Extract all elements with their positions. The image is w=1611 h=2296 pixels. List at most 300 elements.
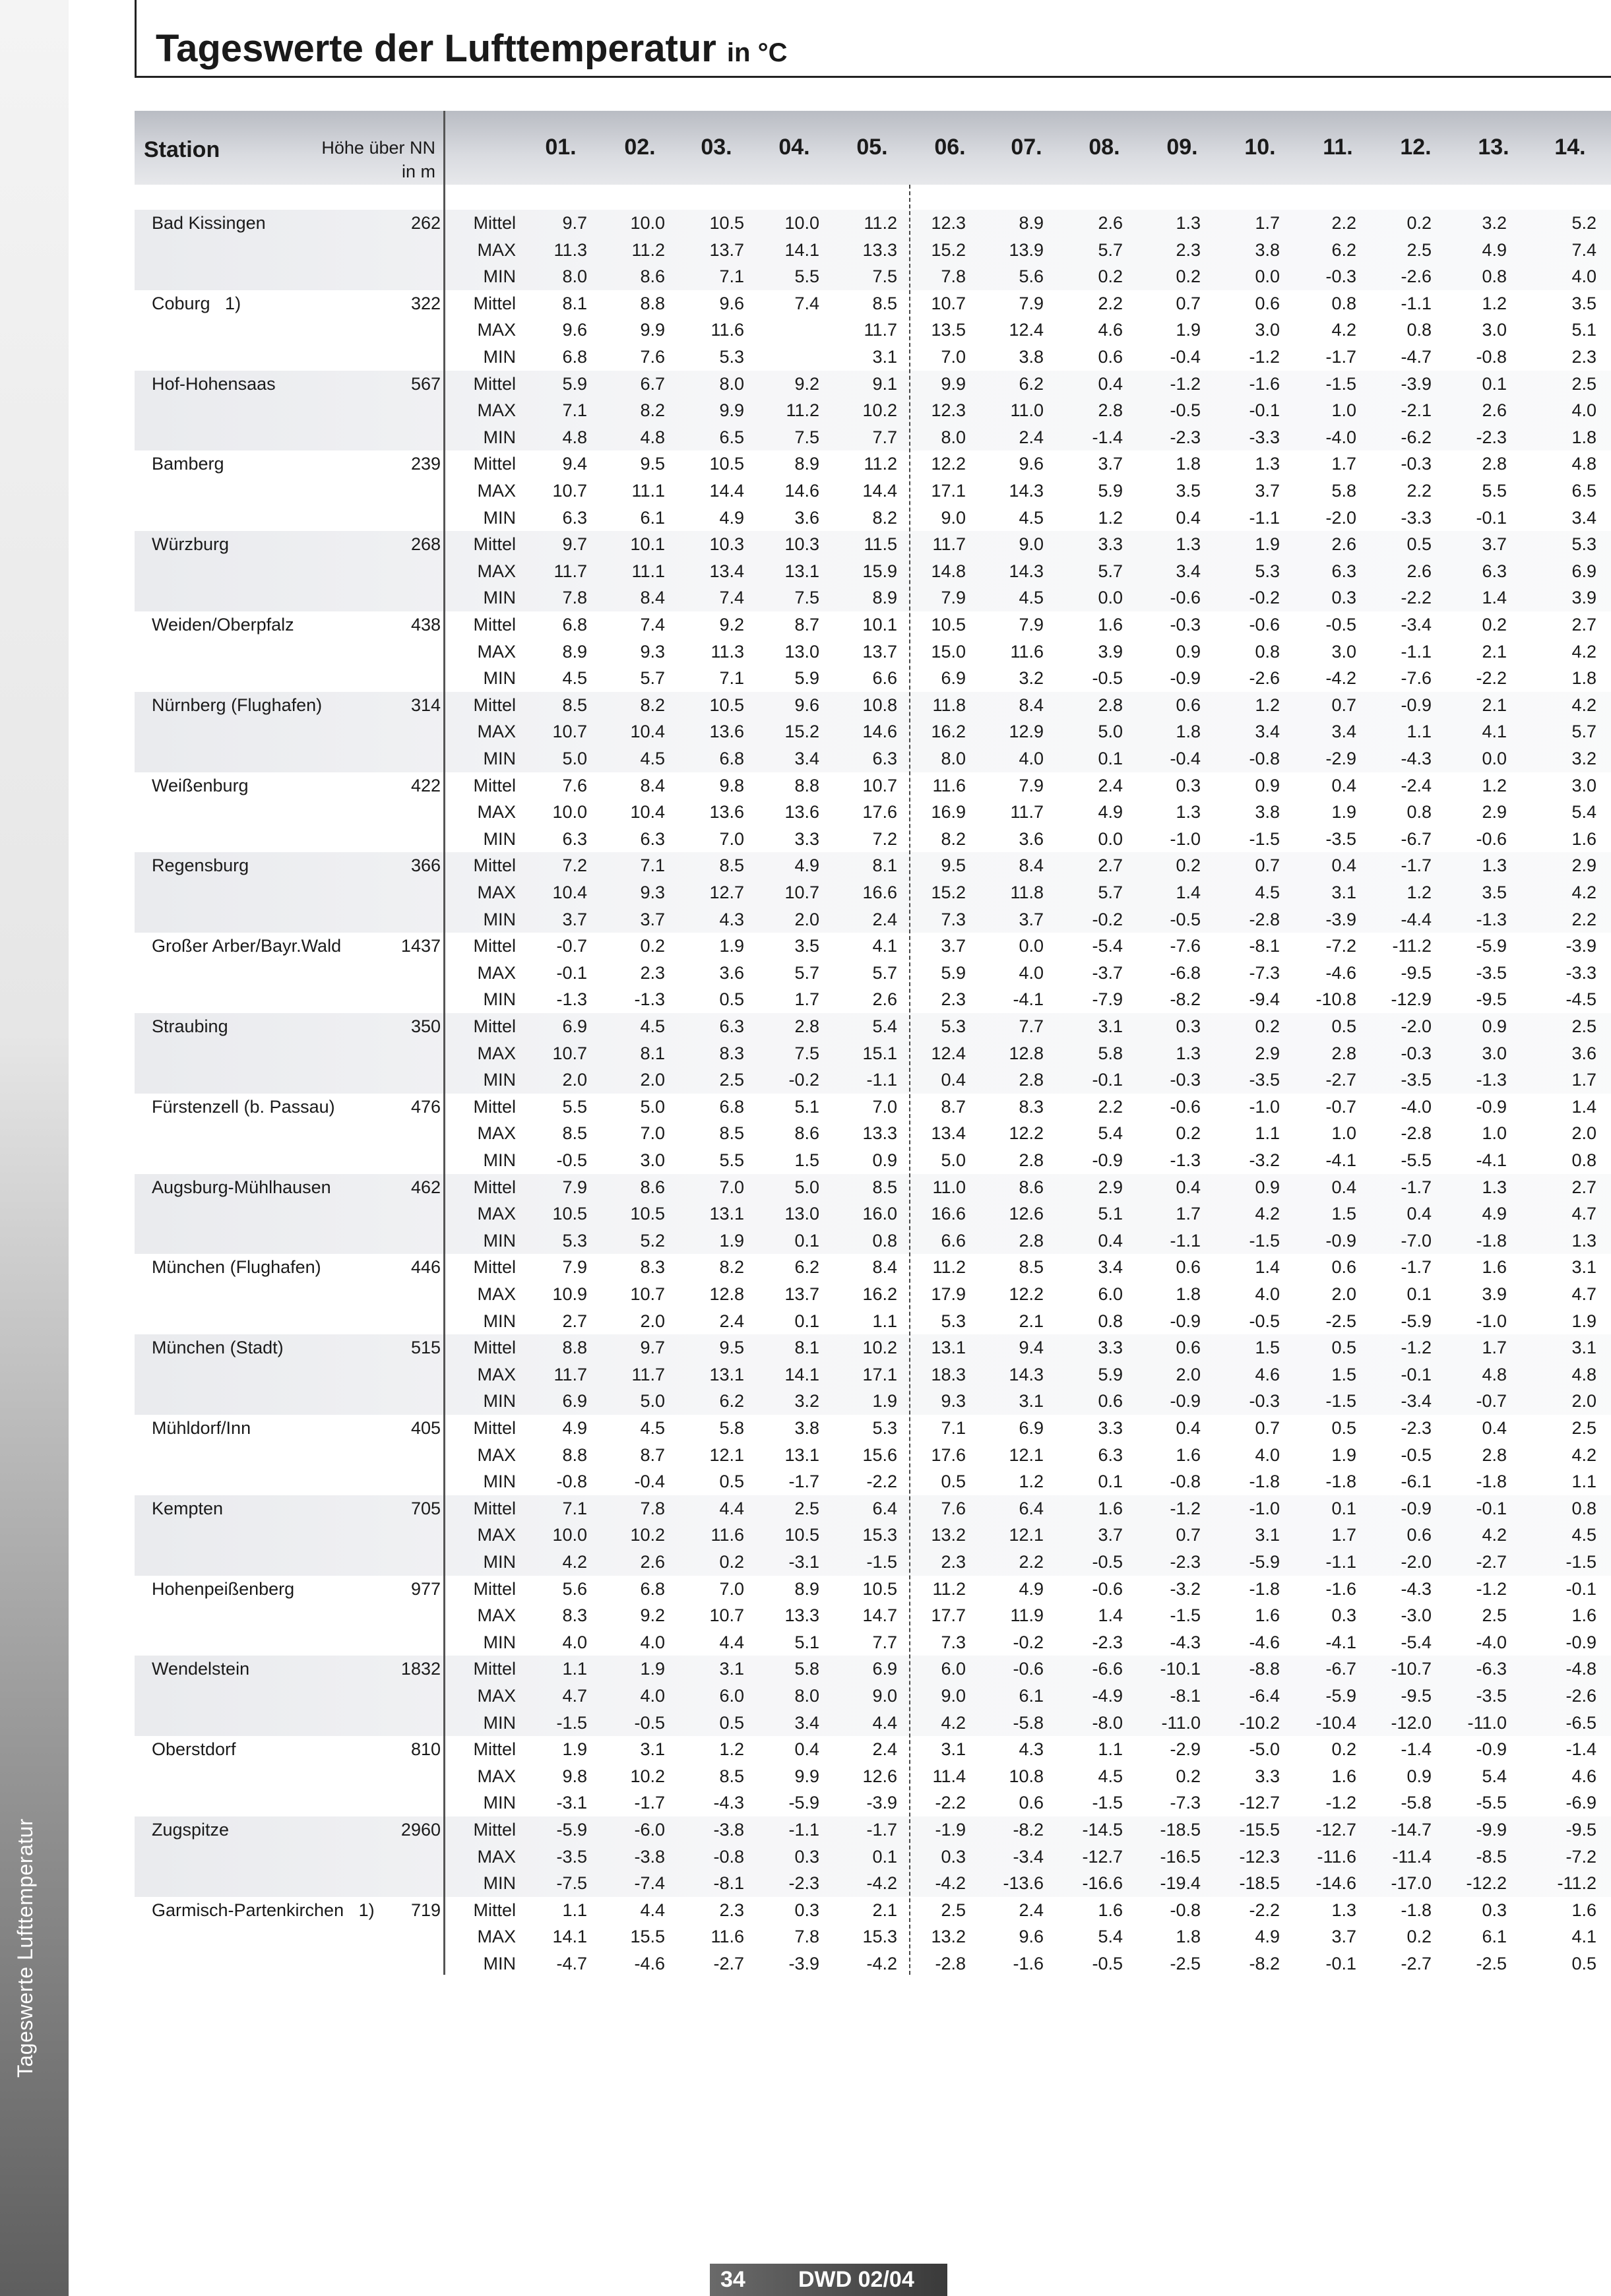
temperature-value: 9.6 <box>1019 1927 1044 1947</box>
station-name: Weiden/Oberpfalz <box>152 615 294 635</box>
temperature-value: 12.2 <box>931 454 966 474</box>
temperature-value: -2.0 <box>1401 1016 1432 1036</box>
temperature-value: -6.7 <box>1401 828 1432 849</box>
temperature-value: 5.3 <box>562 1230 587 1251</box>
temperature-value: 0.1 <box>1098 1472 1123 1492</box>
temperature-value: 0.2 <box>640 936 665 956</box>
temperature-value: 5.9 <box>562 373 587 394</box>
temperature-value: 3.8 <box>1019 347 1044 367</box>
temperature-value: 13.3 <box>862 239 897 260</box>
temperature-value: 0.4 <box>1176 1177 1201 1197</box>
temperature-value: -4.1 <box>1013 989 1044 1010</box>
temperature-value: -0.6 <box>1476 828 1507 849</box>
temperature-value: 9.8 <box>719 775 744 795</box>
temperature-value: 1.0 <box>1331 1123 1356 1144</box>
day-header: 13. <box>1478 135 1509 160</box>
temperature-value: -2.5 <box>1170 1954 1201 1973</box>
temperature-value: 4.2 <box>1571 1444 1596 1465</box>
day-header: 12. <box>1400 135 1432 160</box>
station-name: Würzburg <box>152 534 230 555</box>
temperature-value: 3.0 <box>1571 775 1596 795</box>
temperature-value: 8.2 <box>719 1257 744 1278</box>
temperature-value: 3.5 <box>1482 883 1507 902</box>
temperature-value: 15.2 <box>931 239 966 260</box>
station-name: Großer Arber/Bayr.Wald <box>152 936 342 956</box>
temperature-value: 8.8 <box>640 293 665 313</box>
temperature-value: 3.8 <box>1255 802 1280 822</box>
temperature-value: 4.6 <box>1571 1766 1596 1786</box>
temperature-value: 5.2 <box>640 1230 665 1251</box>
temperature-value: 13.3 <box>862 1123 897 1144</box>
temperature-value: 13.5 <box>931 320 966 340</box>
temperature-value: 4.1 <box>1482 722 1507 742</box>
temperature-value: -2.5 <box>1325 1311 1356 1331</box>
station-height: 239 <box>410 454 441 474</box>
temperature-value: 0.7 <box>1176 1525 1201 1545</box>
temperature-value: 2.8 <box>1098 400 1123 421</box>
temperature-value: 3.4 <box>794 1712 819 1733</box>
temperature-value: -1.2 <box>1325 1793 1356 1813</box>
temperature-value: 2.3 <box>941 1552 966 1572</box>
temperature-value: 4.9 <box>794 855 819 876</box>
temperature-value: 10.7 <box>552 481 587 501</box>
temperature-value: 2.9 <box>1098 1177 1123 1197</box>
temperature-value: 2.4 <box>1098 775 1123 795</box>
temperature-value: 15.5 <box>630 1927 665 1947</box>
station-name: Oberstdorf <box>152 1739 236 1760</box>
temperature-value: 13.4 <box>931 1123 966 1144</box>
temperature-value: 6.9 <box>1019 1418 1044 1438</box>
temperature-value: -14.5 <box>1082 1820 1123 1840</box>
temperature-value: -2.6 <box>1249 668 1280 689</box>
temperature-value: 8.4 <box>1019 855 1044 876</box>
temperature-value: 13.1 <box>931 1338 966 1358</box>
temperature-value: 10.0 <box>552 1525 587 1545</box>
temperature-value: 5.8 <box>1098 1043 1123 1063</box>
temperature-value: 0.3 <box>1482 1900 1507 1920</box>
temperature-value: -4.4 <box>1401 909 1432 929</box>
temperature-value: 1.2 <box>1482 293 1507 313</box>
temperature-value: 8.5 <box>719 855 744 876</box>
temperature-value: 12.2 <box>1009 1284 1044 1304</box>
row-type-label: MIN <box>483 1150 516 1170</box>
temperature-value: -3.5 <box>1325 828 1356 849</box>
temperature-value: 11.2 <box>932 1257 966 1278</box>
temperature-value: 14.3 <box>1009 481 1044 501</box>
temperature-value: -0.3 <box>1401 1043 1432 1063</box>
temperature-value: 4.5 <box>562 668 587 689</box>
temperature-value: -0.8 <box>713 1846 744 1867</box>
temperature-value: -2.6 <box>1565 1686 1596 1706</box>
temperature-value: -4.1 <box>1476 1150 1507 1170</box>
temperature-value: 9.6 <box>794 695 819 715</box>
temperature-value: -8.5 <box>1476 1846 1507 1867</box>
row-type-label: Mittel <box>473 1096 516 1117</box>
temperature-value: 11.2 <box>864 213 897 233</box>
temperature-value: 4.1 <box>1571 1927 1596 1947</box>
temperature-value: 5.0 <box>640 1096 665 1117</box>
temperature-value: 3.0 <box>640 1150 665 1170</box>
temperature-value: 4.8 <box>562 427 587 447</box>
temperature-value: 7.9 <box>941 588 966 608</box>
temperature-value: 10.2 <box>630 1525 665 1545</box>
temperature-value: 4.9 <box>1255 1927 1280 1947</box>
temperature-value: 10.3 <box>784 534 819 555</box>
day-header: 06. <box>934 135 966 160</box>
temperature-value: -2.2 <box>1249 1900 1280 1920</box>
temperature-value: 1.9 <box>872 1391 897 1412</box>
temperature-value: 4.9 <box>1098 802 1123 822</box>
station-name: Zugspitze <box>152 1820 230 1840</box>
temperature-value: 3.0 <box>1255 320 1280 340</box>
temperature-value: 0.4 <box>1406 1204 1432 1224</box>
temperature-value: -2.1 <box>1401 400 1432 421</box>
temperature-value: 4.1 <box>872 936 897 956</box>
temperature-value: 4.5 <box>640 1016 665 1036</box>
temperature-value: 2.2 <box>1571 909 1596 929</box>
temperature-value: 0.2 <box>1176 855 1201 876</box>
temperature-value: -0.3 <box>1170 615 1201 635</box>
temperature-value: -8.1 <box>713 1873 744 1894</box>
temperature-value: 13.7 <box>784 1284 819 1304</box>
temperature-value: 9.0 <box>941 507 966 528</box>
temperature-value: -4.3 <box>1401 1578 1432 1599</box>
temperature-value: 4.5 <box>640 1418 665 1438</box>
temperature-value: 11.2 <box>631 239 665 260</box>
temperature-value: 5.1 <box>1571 320 1596 340</box>
temperature-value: 1.3 <box>1482 855 1507 876</box>
temperature-value: 11.2 <box>932 1578 966 1599</box>
temperature-value: -4.3 <box>713 1793 744 1813</box>
temperature-value: -12.2 <box>1466 1873 1507 1894</box>
temperature-value: 2.0 <box>1331 1284 1356 1304</box>
row-type-label: MIN <box>483 427 516 447</box>
temperature-value: -0.8 <box>556 1472 587 1492</box>
temperature-value: -0.6 <box>1170 1096 1201 1117</box>
temperature-value: 2.5 <box>719 1070 744 1090</box>
temperature-value: 5.6 <box>562 1578 587 1599</box>
temperature-value: 9.2 <box>640 1605 665 1626</box>
temperature-value: 2.8 <box>1019 1150 1044 1170</box>
temperature-value: 6.3 <box>640 828 665 849</box>
temperature-value: -0.2 <box>788 1070 819 1090</box>
temperature-value: -1.5 <box>1249 1230 1280 1251</box>
temperature-value: 2.8 <box>1331 1043 1356 1063</box>
temperature-value: 5.0 <box>1098 722 1123 742</box>
temperature-value: 11.8 <box>932 695 966 715</box>
temperature-value: -4.1 <box>1325 1632 1356 1652</box>
temperature-value: 2.7 <box>1571 1177 1596 1197</box>
temperature-value: 13.6 <box>709 722 744 742</box>
temperature-value: 0.1 <box>1482 373 1507 394</box>
temperature-value: 3.1 <box>941 1739 966 1760</box>
temperature-value: 2.2 <box>1019 1552 1044 1572</box>
temperature-value: -1.0 <box>1170 828 1201 849</box>
station-height: 719 <box>410 1900 441 1920</box>
temperature-value: -6.5 <box>1565 1712 1596 1733</box>
temperature-value: 6.4 <box>1019 1498 1044 1518</box>
temperature-value: 2.5 <box>1571 373 1596 394</box>
temperature-value: 3.9 <box>1098 641 1123 662</box>
temperature-value: 16.6 <box>931 1204 966 1224</box>
temperature-value: 2.6 <box>1482 400 1507 421</box>
temperature-value: -10.4 <box>1315 1712 1356 1733</box>
temperature-value: 0.5 <box>719 1712 744 1733</box>
temperature-value: 8.0 <box>941 427 966 447</box>
temperature-value: 8.1 <box>562 293 587 313</box>
temperature-value: 9.9 <box>640 320 665 340</box>
temperature-value: 2.8 <box>1482 1444 1507 1465</box>
temperature-value: -1.6 <box>1325 1578 1356 1599</box>
temperature-value: 9.3 <box>941 1391 966 1412</box>
temperature-value: -0.3 <box>1170 1070 1201 1090</box>
temperature-value: 8.5 <box>719 1766 744 1786</box>
temperature-value: 10.7 <box>862 775 897 795</box>
temperature-value: 2.7 <box>562 1311 587 1331</box>
temperature-value: 10.4 <box>630 722 665 742</box>
row-type-label: MIN <box>483 588 516 608</box>
temperature-value: 0.3 <box>1331 588 1356 608</box>
day-header: 02. <box>624 135 656 160</box>
temperature-value: 4.7 <box>562 1686 587 1706</box>
temperature-value: -8.1 <box>1170 1686 1201 1706</box>
temperature-value: -0.5 <box>1170 400 1201 421</box>
temperature-value: -8.1 <box>1249 936 1280 956</box>
temperature-value: -2.7 <box>713 1954 744 1973</box>
temperature-value: 4.9 <box>562 1418 587 1438</box>
temperature-value: -1.1 <box>1401 641 1432 662</box>
temperature-value: 5.3 <box>1255 561 1280 581</box>
temperature-value: -8.8 <box>1249 1659 1280 1679</box>
temperature-value: -1.0 <box>1249 1498 1280 1518</box>
temperature-value: 9.5 <box>941 855 966 876</box>
temperature-value: 9.3 <box>640 641 665 662</box>
temperature-value: 1.6 <box>1255 1605 1280 1626</box>
row-type-label: MAX <box>477 1444 516 1465</box>
temperature-value: 15.6 <box>862 1444 897 1465</box>
temperature-value: -7.3 <box>1249 962 1280 983</box>
temperature-value: 7.6 <box>941 1498 966 1518</box>
temperature-value: 6.9 <box>1571 561 1596 581</box>
temperature-value: 5.8 <box>1331 481 1356 501</box>
temperature-value: -14.6 <box>1315 1873 1356 1894</box>
temperature-value: 1.9 <box>1331 1444 1356 1465</box>
temperature-value: -2.8 <box>1401 1123 1432 1144</box>
temperature-value: 16.2 <box>931 722 966 742</box>
temperature-value: 7.9 <box>562 1257 587 1278</box>
temperature-value: 14.4 <box>709 481 744 501</box>
temperature-value: 1.8 <box>1571 427 1596 447</box>
temperature-value: 0.2 <box>1176 266 1201 287</box>
temperature-value: 0.2 <box>1331 1739 1356 1760</box>
station-column-header: Station <box>144 137 220 162</box>
temperature-value: 2.5 <box>1571 1418 1596 1438</box>
temperature-value: 1.3 <box>1176 802 1201 822</box>
temperature-value: 5.2 <box>1571 213 1596 233</box>
temperature-value: -2.3 <box>788 1873 819 1894</box>
temperature-value: -3.1 <box>788 1552 819 1572</box>
temperature-value: -0.5 <box>1092 1954 1123 1973</box>
temperature-value: 3.7 <box>1019 909 1044 929</box>
temperature-value: -10.2 <box>1239 1712 1280 1733</box>
temperature-value: 0.7 <box>1255 855 1280 876</box>
temperature-value: -1.7 <box>634 1793 665 1813</box>
temperature-value: 2.6 <box>1406 561 1432 581</box>
temperature-value: 2.4 <box>719 1311 744 1331</box>
temperature-value: 8.5 <box>562 1123 587 1144</box>
temperature-value: -0.1 <box>1565 1578 1596 1599</box>
temperature-value: 1.2 <box>1255 695 1280 715</box>
temperature-value: 0.5 <box>1571 1954 1596 1973</box>
temperature-value: 13.1 <box>784 1444 819 1465</box>
temperature-value: 10.5 <box>931 615 966 635</box>
temperature-value: 11.5 <box>864 534 897 555</box>
temperature-value: 6.7 <box>640 373 665 394</box>
temperature-value: -0.1 <box>1325 1954 1356 1973</box>
temperature-value: 5.7 <box>872 962 897 983</box>
temperature-value: 3.1 <box>872 347 897 367</box>
temperature-value: 2.6 <box>872 989 897 1010</box>
temperature-value: 14.6 <box>862 722 897 742</box>
temperature-value: -1.3 <box>1476 1070 1507 1090</box>
temperature-value: -1.5 <box>866 1552 897 1572</box>
temperature-value: 4.2 <box>1331 320 1356 340</box>
row-type-label: MIN <box>483 668 516 689</box>
temperature-value: 8.2 <box>640 695 665 715</box>
temperature-value: 7.1 <box>719 266 744 287</box>
temperature-value: 2.2 <box>1331 213 1356 233</box>
temperature-value: 2.3 <box>1176 239 1201 260</box>
temperature-value: 7.4 <box>640 615 665 635</box>
row-type-label: MIN <box>483 1311 516 1331</box>
row-type-label: Mittel <box>473 1418 516 1438</box>
temperature-value: -6.8 <box>1170 962 1201 983</box>
temperature-value: -3.5 <box>1249 1070 1280 1090</box>
temperature-value: 4.0 <box>640 1632 665 1652</box>
temperature-value: 7.3 <box>941 909 966 929</box>
temperature-value: 12.3 <box>931 400 966 421</box>
temperature-value: 0.8 <box>1406 802 1432 822</box>
temperature-value: -0.1 <box>1249 400 1280 421</box>
temperature-value: 7.5 <box>794 427 819 447</box>
station-name: Fürstenzell (b. Passau) <box>152 1096 335 1117</box>
station-height: 462 <box>410 1177 441 1197</box>
temperature-value: 0.2 <box>1482 615 1507 635</box>
temperature-value: 8.5 <box>719 1123 744 1144</box>
temperature-value: -1.2 <box>1170 1498 1201 1518</box>
temperature-value: -7.6 <box>1170 936 1201 956</box>
temperature-value: 7.0 <box>640 1123 665 1144</box>
temperature-value: 0.4 <box>1098 1230 1123 1251</box>
temperature-value: -1.5 <box>1249 828 1280 849</box>
temperature-value: 6.3 <box>1331 561 1356 581</box>
temperature-value: 13.7 <box>862 641 897 662</box>
temperature-value: 6.6 <box>872 668 897 689</box>
temperature-value: -2.0 <box>1325 507 1356 528</box>
temperature-value: 10.5 <box>784 1525 819 1545</box>
temperature-value: 8.0 <box>719 373 744 394</box>
temperature-value: 3.6 <box>794 507 819 528</box>
temperature-value: 10.0 <box>630 213 665 233</box>
temperature-value: 4.9 <box>1482 239 1507 260</box>
temperature-value: 0.4 <box>1176 507 1201 528</box>
temperature-value: 0.5 <box>1331 1338 1356 1358</box>
temperature-value: -0.5 <box>1401 1444 1432 1465</box>
temperature-value: 1.6 <box>1098 1900 1123 1920</box>
row-type-label: MAX <box>477 1525 516 1545</box>
temperature-value: 0.9 <box>1406 1766 1432 1786</box>
temperature-value: 7.8 <box>941 266 966 287</box>
temperature-value: -2.3 <box>1170 427 1201 447</box>
temperature-value: -5.9 <box>1249 1552 1280 1572</box>
temperature-value: 7.9 <box>1019 293 1044 313</box>
temperature-value: -2.2 <box>1476 668 1507 689</box>
temperature-value: 5.0 <box>640 1391 665 1412</box>
temperature-value: 8.5 <box>1019 1257 1044 1278</box>
temperature-value: 2.9 <box>1571 855 1596 876</box>
temperature-value: 0.9 <box>1482 1016 1507 1036</box>
temperature-value: 7.5 <box>794 1043 819 1063</box>
temperature-value: -2.2 <box>866 1472 897 1492</box>
temperature-value: -4.6 <box>1249 1632 1280 1652</box>
temperature-value: -0.5 <box>1325 615 1356 635</box>
temperature-value: 7.3 <box>941 1632 966 1652</box>
temperature-value: -9.5 <box>1401 962 1432 983</box>
temperature-value: 1.2 <box>1482 775 1507 795</box>
temperature-value: 1.1 <box>1406 722 1432 742</box>
temperature-value: -11.4 <box>1392 1846 1432 1867</box>
temperature-value: 11.8 <box>1010 883 1044 902</box>
temperature-value: -11.0 <box>1467 1712 1507 1733</box>
temperature-value: 7.4 <box>794 293 819 313</box>
temperature-value: 3.7 <box>1255 481 1280 501</box>
row-type-label: MIN <box>483 1793 516 1813</box>
temperature-value: 7.7 <box>1019 1016 1044 1036</box>
row-type-label: Mittel <box>473 695 516 715</box>
row-type-label: MIN <box>483 266 516 287</box>
temperature-value: 1.9 <box>1331 802 1356 822</box>
temperature-value: 4.2 <box>1571 641 1596 662</box>
temperature-value: 2.0 <box>794 909 819 929</box>
station-height: 1437 <box>400 936 441 956</box>
temperature-value: 1.4 <box>1176 883 1201 902</box>
temperature-value: 1.7 <box>1176 1204 1201 1224</box>
temperature-value: 2.2 <box>1406 481 1432 501</box>
temperature-value: 4.2 <box>1571 695 1596 715</box>
temperature-value: 4.0 <box>640 1686 665 1706</box>
temperature-value: -11.6 <box>1317 1846 1356 1867</box>
temperature-value: 3.2 <box>1019 668 1044 689</box>
temperature-value: -1.6 <box>1249 373 1280 394</box>
temperature-value: -1.2 <box>1249 347 1280 367</box>
temperature-value: 7.0 <box>941 347 966 367</box>
temperature-value: -3.5 <box>1476 1686 1507 1706</box>
station-height: 977 <box>410 1578 441 1599</box>
temperature-value: 3.7 <box>1098 454 1123 474</box>
temperature-value: -1.7 <box>788 1472 819 1492</box>
temperature-value: 3.6 <box>1571 1043 1596 1063</box>
temperature-value: 3.3 <box>1098 1418 1123 1438</box>
row-type-label: MAX <box>477 320 516 340</box>
temperature-value: -4.3 <box>1401 749 1432 768</box>
temperature-value: 0.0 <box>1482 749 1507 768</box>
temperature-value: 3.7 <box>1331 1927 1356 1947</box>
temperature-value: 0.8 <box>1331 293 1356 313</box>
temperature-value: -0.2 <box>1092 909 1123 929</box>
temperature-value: 3.9 <box>1482 1284 1507 1304</box>
temperature-value: 1.7 <box>1331 454 1356 474</box>
temperature-value: -5.0 <box>1249 1739 1280 1760</box>
